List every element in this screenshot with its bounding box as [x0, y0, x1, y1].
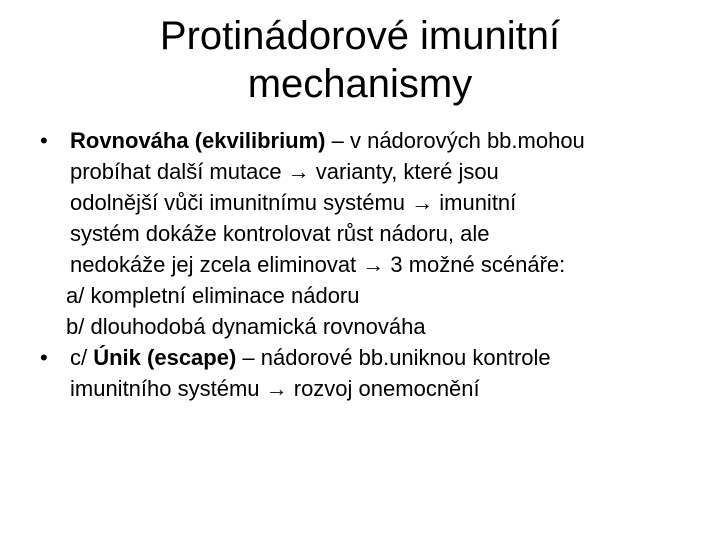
bullet-line	[70, 125, 710, 156]
bullet-item-equilibrium	[40, 125, 710, 280]
bullet-text: – nádorové bb.uniknou kontrole	[236, 345, 551, 370]
bullet-line	[70, 342, 710, 373]
bullet-line: odolnější vůči imunitnímu systému → imunitní	[70, 190, 517, 215]
bullet-marker: •	[40, 345, 48, 370]
slide-title	[0, 12, 720, 108]
bullet-line: nedokáže jej zcela eliminovat → 3 možné scénáře:	[70, 252, 566, 277]
bullet-line: systém dokáže kontrolovat růst nádoru, ale	[70, 221, 490, 246]
bullet-item-escape	[40, 342, 710, 404]
scenario-a: a/ kompletní eliminace nádoru	[66, 283, 360, 308]
bullet-line: probíhat další mutace → varianty, které jsou	[70, 159, 499, 184]
slide-body	[40, 125, 710, 404]
scenario-b: b/ dlouhodobá dynamická rovnováha	[66, 314, 426, 339]
bullet-marker: •	[40, 128, 48, 153]
slide-title-line2: mechanismy	[247, 62, 473, 106]
slide-title-line1: Protinádorové imunitní	[159, 14, 561, 58]
bullet-prefix: c/	[70, 345, 94, 370]
bullet-text: – v nádorových bb.mohou	[325, 128, 585, 153]
bullet-bold-term: Rovnováha (ekvilibrium)	[70, 128, 326, 153]
bullet-bold-term: Únik (escape)	[93, 345, 237, 370]
bullet-line: imunitního systému → rozvoj onemocnění	[70, 376, 480, 401]
